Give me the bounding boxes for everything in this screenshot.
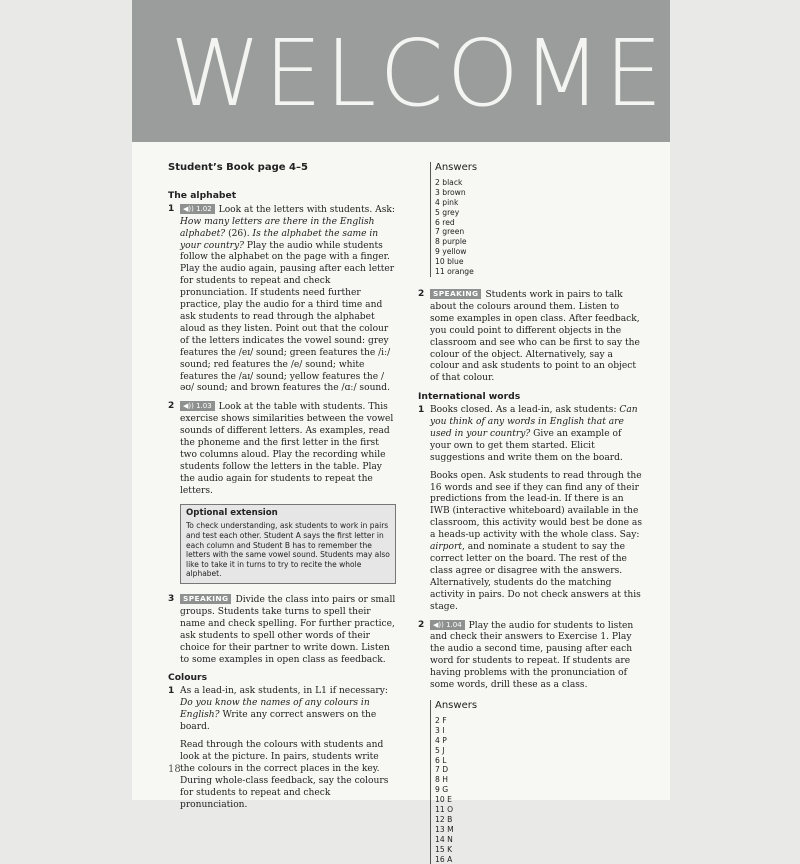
answer-item: 3 I <box>435 725 445 735</box>
international-exercise-1: 1 Books closed. As a lead-in, ask students: Can you think of any words in English that are used in your country? Give an example of your own to get them started. Elicit suggestions and write them on the board. Books open. Ask students to read through the 16 words and see if they can find any of their predictions from the lead-in. If there is an IWB (interactive whiteboard) available in the classroom, this activity would best be done as a heads-up activity with the whole class. Say: airport, and nominate a student to say the correct letter on the board. The rest of the class agree or disagree with the answers. Alternatively, students do the matching activity in pairs. Do not check answers at this stage. <box>418 405 642 612</box>
answers-list <box>435 716 525 864</box>
colours-exercise-1: 1 As a lead-in, ask students, in L1 if necessary: Do you know the names of any colours in English? Write any correct answers on the board. Read through the colours with students and look at the picture. In pairs, students write the colours in the correct places in the key. During whole-class feedback, say the colours for students to repeat and check pronunciation. <box>168 686 389 810</box>
speaking-tag: SPEAKING <box>180 594 231 604</box>
welcome-banner <box>132 0 670 142</box>
answer-item: 14 N <box>435 834 453 844</box>
answer-item: 13 M <box>435 824 454 834</box>
answer-item: 3 brown <box>435 187 466 197</box>
answers-list <box>435 178 525 277</box>
page-reference: Student’s Book page 4–5 <box>168 162 308 173</box>
optional-extension-text: To check understanding, ask students to work in pairs and test each other. Student A says the first letter in each column and Student B has to remember the letters with the same vowel sound. Students may also like to take it in turns to try to recite the whole alphabet. <box>186 521 390 579</box>
optional-extension-box <box>180 504 396 584</box>
answer-item: 15 K <box>435 844 453 854</box>
audio-track-icon: ◀)) 1.04 <box>430 620 465 630</box>
answer-item: 2 black <box>435 177 463 187</box>
exercise-number: 2 <box>418 288 425 299</box>
page-number: 18 <box>168 764 181 775</box>
exercise-number: 1 <box>168 203 175 214</box>
speaking-tag: SPEAKING <box>430 289 481 299</box>
answer-item: 10 blue <box>435 257 464 267</box>
exercise-number: 2 <box>418 619 425 630</box>
banner-title: WELCOME <box>170 20 666 127</box>
answers-title: Answers <box>435 699 478 711</box>
answer-item: 5 J <box>435 745 445 755</box>
answer-item: 2 F <box>435 715 447 725</box>
international-words-heading: International words <box>418 391 521 403</box>
answer-item: 8 purple <box>435 237 467 247</box>
right-column <box>418 162 644 864</box>
answer-item: 12 B <box>435 814 453 824</box>
exercise-number: 1 <box>168 686 175 697</box>
exercise-number: 1 <box>418 405 425 416</box>
answers-box-colours <box>430 162 525 277</box>
answer-item: 11 orange <box>435 267 474 277</box>
alphabet-exercise-2: 2 ◀)) 1.03 Look at the table with students. This exercise shows similarities between the vowel sounds of different letters. As examples, read the phoneme and the first letter in the first two columns aloud. Play the recording while students follow the letters in the table. Play the audio again for students to repeat the letters. <box>168 401 394 496</box>
answer-item: 9 G <box>435 785 449 795</box>
international-exercise-2: 2 ◀)) 1.04 Play the audio for students to listen and check their answers to Exercise 1. Play the audio a second time, pausing after each word for students to repeat. If students are having problems with the pronunciation of some words, drill these as a class. <box>418 619 634 691</box>
answer-item: 16 A <box>435 854 453 864</box>
alphabet-exercise-3: 3 SPEAKING Divide the class into pairs or small groups. Students take turns to spell their name and check spelling. For further practice, ask students to spell other words of their choice for their partner to write down. Listen to some examples in open class as feedback. <box>168 594 396 665</box>
answer-item: 7 D <box>435 765 449 775</box>
exercise-number: 2 <box>168 401 175 412</box>
left-column <box>168 162 396 817</box>
colours-heading: Colours <box>168 672 208 684</box>
alphabet-exercise-1: 1 ◀)) 1.02 Look at the letters with students. Ask: How many letters are there in the English alphabet? (26). Is the alphabet the same in your country? Play the audio while students follow the alphabet on the page with a finger. Play the audio again, pausing after each letter for students to repeat and check pronunciation. If students need further practice, play the audio for a third time and ask students to read through the alphabet aloud as they listen. Point out that the colour of the letters indicates the vowel sound: grey features the /eɪ/ sound; green features the /iː/ sound; red features the /e/ sound; white features the /aɪ/ sound; yellow features the /əʊ/ sound; and brown features the /ɑː/ sound. <box>168 203 395 394</box>
answer-item: 5 grey <box>435 207 460 217</box>
answer-item: 6 red <box>435 217 455 227</box>
audio-track-icon: ◀)) 1.03 <box>180 401 215 411</box>
optional-extension-title: Optional extension <box>186 507 278 518</box>
answers-title: Answers <box>435 162 478 173</box>
answers-box-international <box>430 700 525 864</box>
answer-item: 6 L <box>435 755 447 765</box>
document-page <box>132 0 670 864</box>
answer-item: 11 O <box>435 805 454 815</box>
answer-item: 7 green <box>435 227 465 237</box>
answer-item: 10 E <box>435 795 452 805</box>
answer-item: 4 P <box>435 735 447 745</box>
exercise-number: 3 <box>168 594 175 605</box>
answer-item: 8 H <box>435 775 448 785</box>
audio-track-icon: ◀)) 1.02 <box>180 204 215 214</box>
colours-exercise-2: 2 SPEAKING Students work in pairs to talk about the colours around them. Listen to some examples in open class. After feedback, you could point to different objects in the classroom and see who can be first to say the colour of the object. Alternatively, say a colour and ask students to point to an object of that colour. <box>418 288 640 384</box>
answer-item: 4 pink <box>435 197 459 207</box>
alphabet-heading: The alphabet <box>168 189 237 201</box>
answer-item: 9 yellow <box>435 247 467 257</box>
